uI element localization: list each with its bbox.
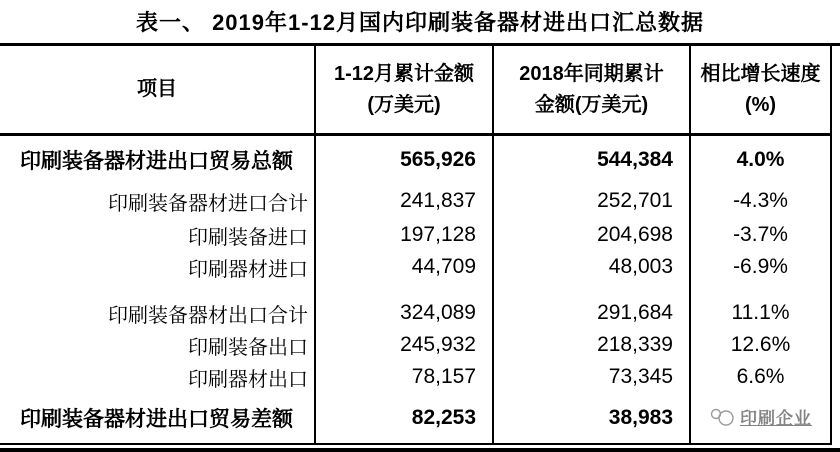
row-label: 印刷装备器材进出口贸易总额 — [0, 135, 315, 184]
table-row-export-total — [0, 297, 831, 329]
row-growth: 11.1% — [690, 297, 831, 329]
row-previous-amount: 544,384 — [493, 135, 690, 184]
row-previous-amount: 291,684 — [493, 297, 690, 329]
col-header-2018-amount: 2018年同期累计 金额(万美元) — [493, 46, 690, 135]
row-previous-amount: 73,345 — [493, 361, 690, 393]
watermark-cell — [690, 393, 831, 444]
table-row-import-total — [0, 183, 831, 219]
row-current-amount: 324,089 — [315, 297, 493, 329]
table-row-materials-export — [0, 361, 831, 393]
row-current-amount: 197,128 — [315, 219, 493, 251]
row-label: 印刷装备出口 — [0, 329, 315, 361]
row-previous-amount: 252,701 — [493, 183, 690, 219]
data-table — [0, 46, 832, 445]
table-row-equipment-import — [0, 219, 831, 251]
col-header-2019-amount: 1-12月累计金额 (万美元) — [315, 46, 493, 135]
row-current-amount: 565,926 — [315, 135, 493, 184]
row-current-amount: 82,253 — [315, 393, 493, 444]
row-previous-amount: 218,339 — [493, 329, 690, 361]
row-growth: -3.7% — [690, 219, 831, 251]
row-growth: -4.3% — [690, 183, 831, 219]
row-current-amount: 78,157 — [315, 361, 493, 393]
col-header-item-label: 项目 — [137, 78, 177, 100]
group-spacer-row — [0, 283, 831, 297]
row-label: 印刷装备器材出口合计 — [0, 297, 315, 329]
table-row-equipment-export — [0, 329, 831, 361]
watermark-text: 印刷企业 — [740, 409, 812, 429]
bottom-border-bar — [0, 448, 840, 452]
row-label: 印刷装备器材进出口贸易差额 — [0, 393, 315, 444]
col-header-growth: 相比增长速度 (%) — [690, 46, 831, 135]
row-previous-amount: 204,698 — [493, 219, 690, 251]
row-previous-amount: 48,003 — [493, 251, 690, 283]
watermark-logo-icon — [709, 407, 737, 427]
row-previous-amount: 38,983 — [493, 393, 690, 444]
row-growth: 6.6% — [690, 361, 831, 393]
col-header-item — [0, 46, 315, 135]
watermark — [709, 404, 812, 429]
table-title: 表一、 2019年1-12月国内印刷装备器材进出口汇总数据 — [0, 0, 840, 46]
row-growth: -6.9% — [690, 251, 831, 283]
row-label: 印刷器材出口 — [0, 361, 315, 393]
row-label: 印刷装备进口 — [0, 219, 315, 251]
row-current-amount: 44,709 — [315, 251, 493, 283]
table-row-trade-balance — [0, 393, 831, 444]
row-growth: 12.6% — [690, 329, 831, 361]
header-row — [0, 46, 831, 135]
row-label: 印刷器材进口 — [0, 251, 315, 283]
row-current-amount: 245,932 — [315, 329, 493, 361]
row-current-amount: 241,837 — [315, 183, 493, 219]
table-row-materials-import — [0, 251, 831, 283]
table-row-trade-total — [0, 135, 831, 184]
row-growth: 4.0% — [690, 135, 831, 184]
row-label: 印刷装备器材进口合计 — [0, 183, 315, 219]
